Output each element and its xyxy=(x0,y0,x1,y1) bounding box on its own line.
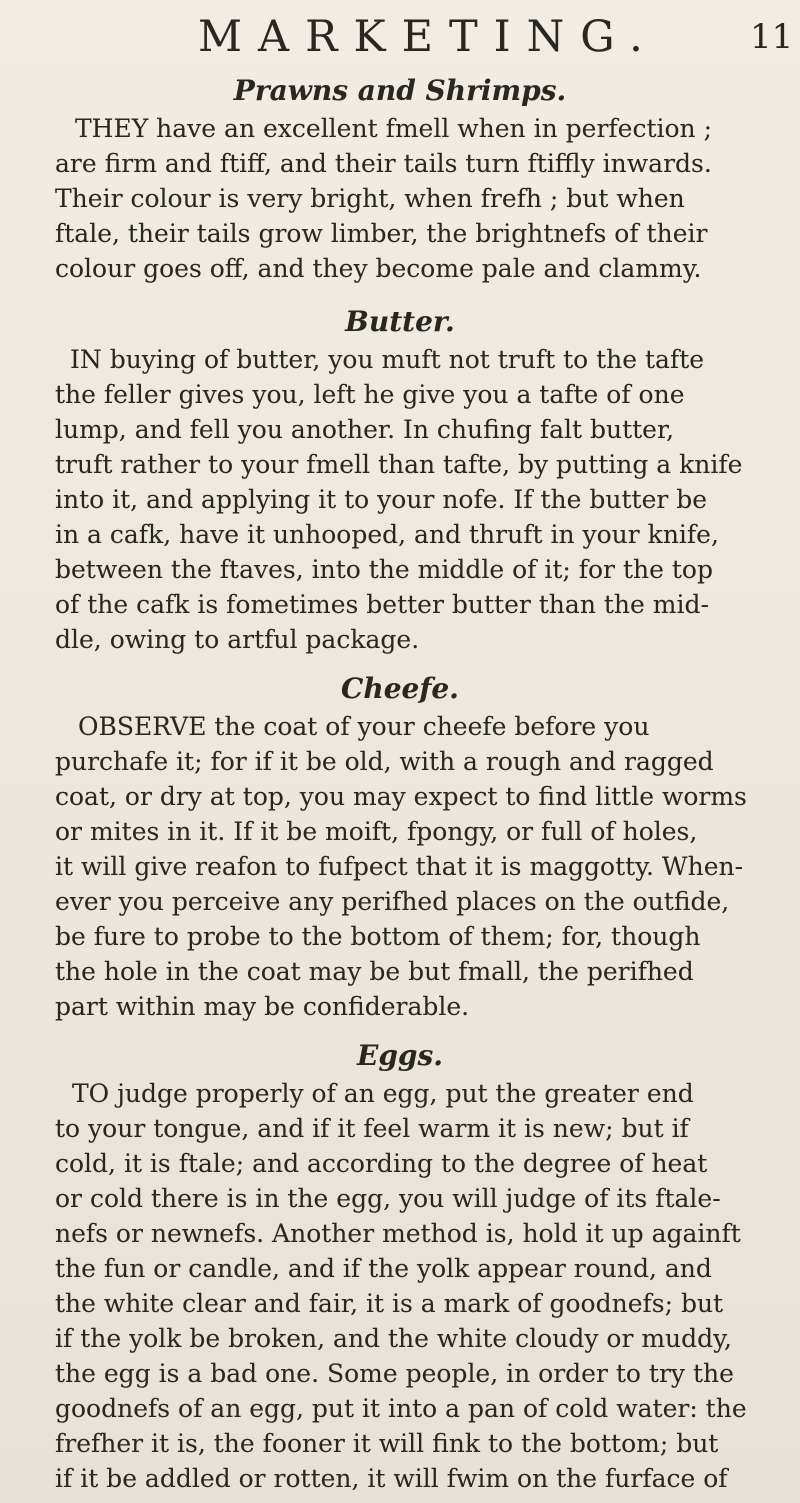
text-line: be fure to probe to the bottom of them; for, though xyxy=(55,922,701,951)
text-line: the feller gives you, left he give you a tafte of one xyxy=(55,380,685,409)
text-line: of the cafk is fometimes better butter than the mid- xyxy=(55,590,709,619)
text-line: the hole in the coat may be but fmall, the perifhed xyxy=(55,957,694,986)
text-line: nefs or newnefs. Another method is, hold it up againft xyxy=(55,1219,741,1248)
section-prawns-and-shrimps xyxy=(0,71,800,286)
text-line: the white clear and fair, it is a mark of goodnefs; but xyxy=(55,1289,724,1318)
text-line: THEY have an excellent fmell when in perfection ; xyxy=(75,114,713,143)
text-line: or mites in it. If it be moift, fpongy, or full of holes, xyxy=(55,817,698,846)
text-line: frefher it is, the fooner it will fink to the bottom; but xyxy=(55,1429,719,1458)
text-line: OBSERVE the coat of your cheefe before you xyxy=(78,712,650,741)
section-title: Prawns and Shrimps. xyxy=(233,74,567,107)
section-paragraph xyxy=(0,1076,800,1496)
text-line: it will give reafon to fufpect that it is maggotty. When- xyxy=(55,852,744,881)
text-line: in a cafk, have it unhooped, and thruft in your knife, xyxy=(55,520,719,549)
text-line: colour goes off, and they become pale and clammy. xyxy=(55,254,702,283)
text-line: lump, and fell you another. In chufing falt butter, xyxy=(55,415,675,444)
running-head: MARKETING. xyxy=(198,12,659,62)
section-title: Eggs. xyxy=(356,1039,443,1072)
text-line: the egg is a bad one. Some people, in order to try the xyxy=(55,1359,734,1388)
section-butter xyxy=(0,302,800,657)
text-line: cold, it is ftale; and according to the degree of heat xyxy=(55,1149,708,1178)
section-paragraph xyxy=(0,709,800,1024)
section-cheese xyxy=(0,669,800,1024)
section-eggs xyxy=(0,1036,800,1496)
section-paragraph xyxy=(0,342,800,657)
text-line: truft rather to your fmell than tafte, by putting a knife xyxy=(55,450,743,479)
text-line: or cold there is in the egg, you will judge of its ftale- xyxy=(55,1184,721,1213)
text-line: the fun or candle, and if the yolk appear round, and xyxy=(55,1254,712,1283)
page-content xyxy=(0,71,800,1496)
text-line: between the ftaves, into the middle of it; for the top xyxy=(55,555,713,584)
text-line: to your tongue, and if it feel warm it is new; but if xyxy=(55,1114,689,1143)
text-line: ftale, their tails grow limber, the brightnefs of their xyxy=(55,219,708,248)
text-line: if the yolk be broken, and the white cloudy or muddy, xyxy=(55,1324,732,1353)
text-line: ever you perceive any perifhed places on the outfide, xyxy=(55,887,730,916)
section-spacer xyxy=(0,1024,800,1036)
text-line: part within may be confiderable. xyxy=(55,992,470,1021)
text-line: into it, and applying it to your nofe. If the butter be xyxy=(55,485,708,514)
text-line: TO judge properly of an egg, put the greater end xyxy=(72,1079,694,1108)
text-line: coat, or dry at top, you may expect to find little worms xyxy=(55,782,747,811)
page-number: 11 xyxy=(750,17,794,57)
section-title: Cheefe. xyxy=(341,672,459,705)
page-header xyxy=(0,12,800,76)
text-line: purchafe it; for if it be old, with a rough and ragged xyxy=(55,747,714,776)
section-spacer xyxy=(0,286,800,302)
text-line: IN buying of butter, you muft not truft to the tafte xyxy=(70,345,705,374)
text-line: goodnefs of an egg, put it into a pan of cold water: the xyxy=(55,1394,747,1423)
text-line: are firm and ftiff, and their tails turn ftiffly inwards. xyxy=(55,149,712,178)
section-title: Butter. xyxy=(345,305,455,338)
text-line: if it be addled or rotten, it will fwim on the furface of xyxy=(55,1464,728,1493)
text-line: dle, owing to artful package. xyxy=(55,625,420,654)
section-spacer xyxy=(0,657,800,669)
text-line: Their colour is very bright, when frefh ; but when xyxy=(55,184,685,213)
section-paragraph xyxy=(0,111,800,286)
